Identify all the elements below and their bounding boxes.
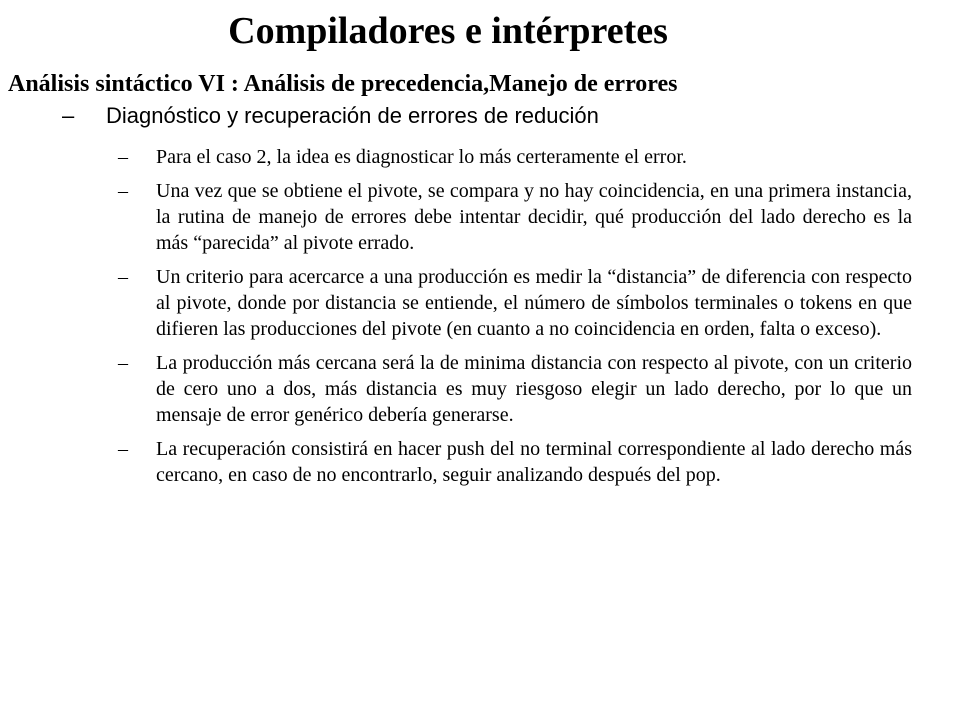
sub-bullet-text: La recuperación consistirá en hacer push del no terminal correspondiente al lado derecho más cercano, en caso de no encontrarlo, seguir analizando después del pop.	[156, 438, 912, 486]
sub-bullet	[118, 264, 912, 342]
main-bullet	[62, 100, 922, 132]
sub-bullet	[118, 178, 912, 256]
sub-bullet-text: Para el caso 2, la idea es diagnosticar lo más certeramente el error.	[156, 146, 687, 168]
sub-bullet-text: Un criterio para acercarce a una producción es medir la “distancia” de diferencia con respecto al pivote, donde por distancia se entiende, el número de símbolos terminales o tokens en que difieren las producciones del pivote (en cuanto a no coincidencia en orden, falta o exceso).	[156, 266, 912, 340]
bullet-dash: –	[62, 103, 75, 128]
sub-bullet	[118, 436, 912, 488]
sub-bullet-text: Una vez que se obtiene el pivote, se compara y no hay coincidencia, en una primera instancia, la rutina de manejo de errores debe intentar decidir, qué producción del lado derecho es la más “parecida” al pivote errado.	[156, 180, 912, 254]
bullet-dash: –	[118, 266, 128, 288]
sub-bullet-text: La producción más cercana será la de minima distancia con respecto al pivote, con un criterio de cero uno a dos, más distancia es muy riesgoso elegir un lado derecho, por lo que un mensaje de error genérico debería generarse.	[156, 352, 912, 426]
slide-subtitle: Análisis sintáctico VI : Análisis de precedencia,Manejo de errores	[8, 71, 678, 97]
sub-bullet-list	[118, 144, 912, 496]
slide-title: Compiladores e intérpretes	[228, 10, 668, 52]
main-bullet-text: Diagnóstico y recuperación de errores de redución	[106, 103, 599, 128]
bullet-dash: –	[118, 352, 128, 374]
sub-bullet	[118, 144, 912, 170]
sub-bullet	[118, 350, 912, 428]
bullet-dash: –	[118, 146, 128, 168]
bullet-dash: –	[118, 180, 128, 202]
bullet-dash: –	[118, 438, 128, 460]
